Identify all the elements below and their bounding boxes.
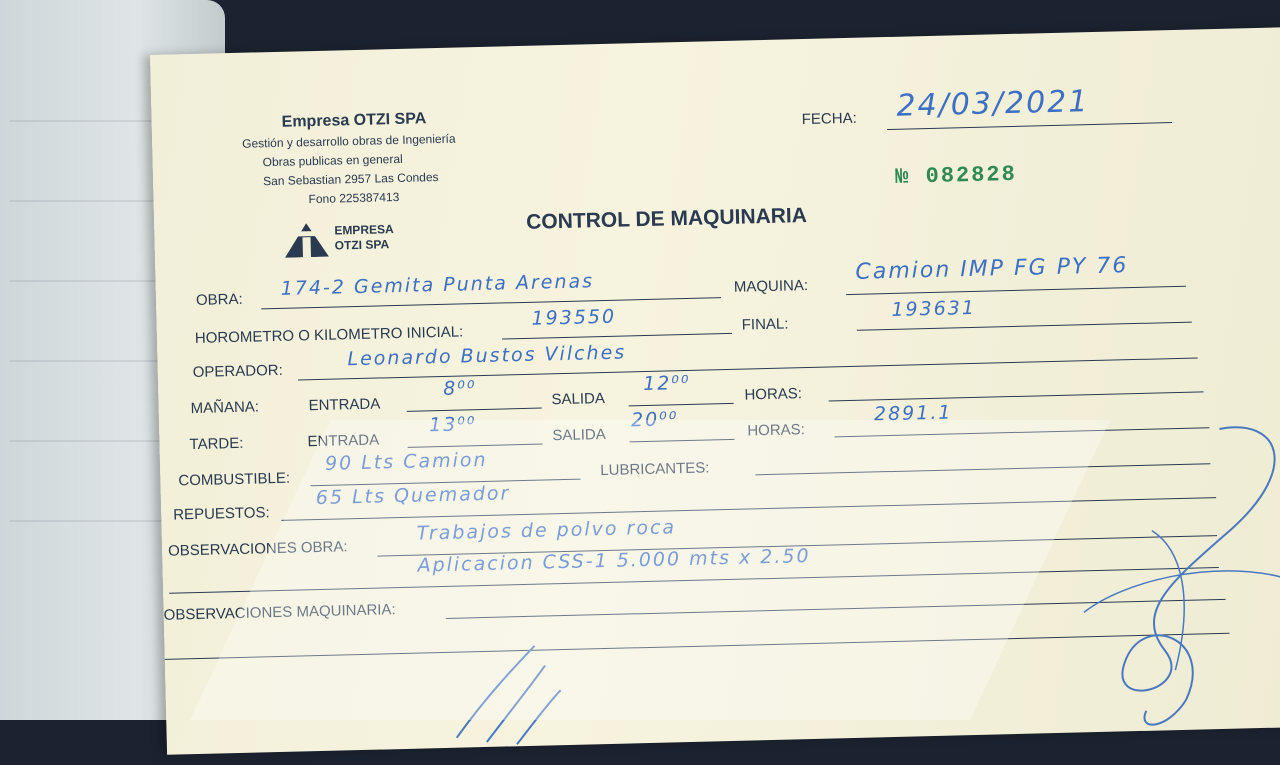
obs-obra-value-2: Aplicacion CSS-1 5.000 mts x 2.50	[417, 545, 811, 577]
tarde-horas-value: 2891.1	[873, 401, 953, 426]
tarde-label: TARDE:	[189, 434, 244, 454]
manana-label: MAÑANA:	[190, 398, 260, 418]
repuestos-value: 65 Lts Quemador	[315, 482, 511, 510]
obs-maquinaria-label: OBSERVACIONES MAQUINARIA:	[163, 601, 396, 624]
fecha-line	[887, 122, 1172, 130]
fecha-label: FECHA:	[801, 109, 857, 129]
bottom-pen-mark	[444, 635, 577, 748]
tarde-entrada-line	[408, 444, 543, 448]
form-title: CONTROL DE MAQUINARIA	[525, 204, 808, 234]
company-logo-icon	[284, 221, 329, 258]
combustible-value: 90 Lts Camion	[324, 448, 488, 475]
company-line-2: Obras publicas en general	[262, 151, 403, 170]
obra-label: OBRA:	[195, 290, 243, 309]
company-name: Empresa OTZI SPA	[281, 110, 427, 131]
company-phone: Fono 225387413	[308, 189, 400, 207]
tarde-salida-line	[630, 439, 735, 443]
logo-line-2: OTZI SPA	[334, 237, 390, 253]
operador-value: Leonardo Bustos Vilches	[347, 341, 627, 371]
obra-value: 174-2 Gemita Punta Arenas	[280, 270, 595, 300]
manana-salida-value: 12⁰⁰	[642, 371, 691, 396]
logo-line-1: EMPRESA	[334, 222, 394, 238]
tarde-salida-label: SALIDA	[552, 425, 606, 445]
obra-line	[261, 297, 721, 309]
manana-entrada-line	[407, 408, 542, 412]
combustible-label: COMBUSTIBLE:	[178, 469, 291, 490]
fecha-value: 24/03/2021	[896, 84, 1090, 124]
horometro-value: 193550	[531, 305, 617, 330]
manana-entrada-label: ENTRADA	[308, 395, 381, 415]
operador-label: OPERADOR:	[192, 361, 283, 382]
tarde-entrada-label: ENTRADA	[307, 431, 380, 451]
company-line-1: Gestión y desarrollo obras de Ingeniería	[242, 131, 456, 151]
tarde-salida-value: 20⁰⁰	[630, 408, 679, 432]
manana-horas-line	[829, 391, 1204, 401]
obs-obra-value-1: Trabajos de polvo roca	[416, 516, 677, 545]
form-number: № 082828	[894, 161, 1018, 190]
manana-salida-label: SALIDA	[551, 389, 606, 409]
maquina-label: MAQUINA:	[733, 276, 809, 296]
repuestos-label: REPUESTOS:	[173, 504, 270, 524]
final-label: FINAL:	[741, 315, 789, 334]
signature-mark	[979, 407, 1280, 745]
tarde-entrada-value: 13⁰⁰	[428, 413, 477, 437]
manana-salida-line	[629, 403, 734, 407]
maquina-value: Camion IMP FG PY 76	[855, 253, 1129, 285]
manana-horas-label: HORAS:	[744, 385, 803, 404]
final-line	[857, 322, 1192, 331]
maquina-line	[846, 286, 1186, 295]
tarde-horas-label: HORAS:	[747, 421, 806, 440]
lubricantes-label: LUBRICANTES:	[600, 459, 710, 480]
manana-entrada-value: 8⁰⁰	[442, 377, 477, 400]
horometro-label: HOROMETRO O KILOMETRO INICIAL:	[194, 323, 464, 347]
company-address: San Sebastian 2957 Las Condes	[262, 169, 439, 189]
company-logo-text	[334, 222, 394, 253]
form-page	[150, 27, 1280, 755]
obs-obra-label: OBSERVACIONES OBRA:	[167, 538, 348, 560]
horometro-line	[502, 333, 732, 340]
final-value: 193631	[891, 296, 977, 321]
